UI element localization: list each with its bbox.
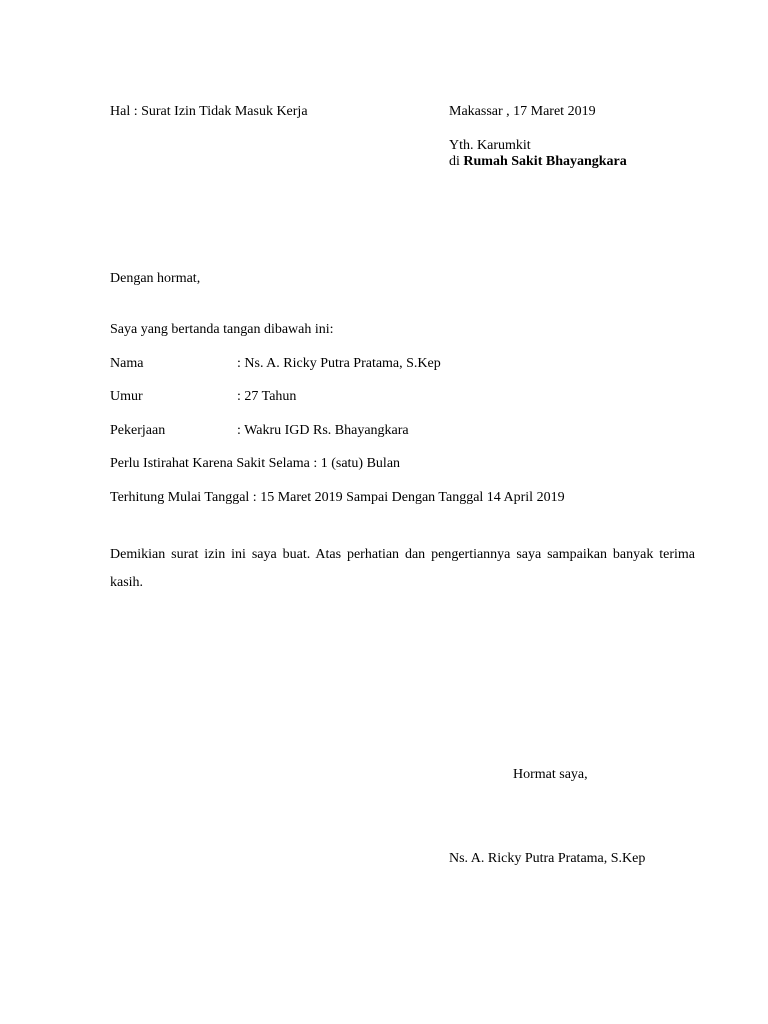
greeting: Dengan hormat, bbox=[110, 271, 201, 286]
signatory-name: Ns. A. Ricky Putra Pratama, S.Kep bbox=[449, 851, 646, 866]
recipient-line: Yth. Karumkit bbox=[449, 138, 531, 153]
letter-subject: Hal : Surat Izin Tidak Masuk Kerja bbox=[110, 104, 308, 119]
field-value: : Ns. A. Ricky Putra Pratama, S.Kep bbox=[237, 356, 441, 371]
closing-salutation: Hormat saya, bbox=[513, 767, 588, 782]
period-line: Terhitung Mulai Tanggal : 15 Maret 2019 Sampai Dengan Tanggal 14 April 2019 bbox=[110, 490, 565, 505]
field-label: Nama bbox=[110, 356, 144, 371]
recipient-prefix: di bbox=[449, 154, 464, 169]
field-value: : Wakru IGD Rs. Bhayangkara bbox=[237, 423, 409, 438]
intro-line: Saya yang bertanda tangan dibawah ini: bbox=[110, 322, 334, 337]
field-label: Pekerjaan bbox=[110, 423, 166, 438]
closing-paragraph: Demikian surat izin ini saya buat. Atas perhatian dan pengertiannya saya sampaikan banyak terima kasih. bbox=[110, 547, 695, 590]
field-label: Umur bbox=[110, 389, 143, 404]
recipient-address bbox=[449, 154, 627, 170]
letter-place-date: Makassar , 17 Maret 2019 bbox=[449, 104, 596, 119]
field-value: : 27 Tahun bbox=[237, 389, 297, 404]
recipient-place: Rumah Sakit Bhayangkara bbox=[463, 154, 627, 169]
rest-duration-line: Perlu Istirahat Karena Sakit Selama : 1 (satu) Bulan bbox=[110, 456, 401, 471]
